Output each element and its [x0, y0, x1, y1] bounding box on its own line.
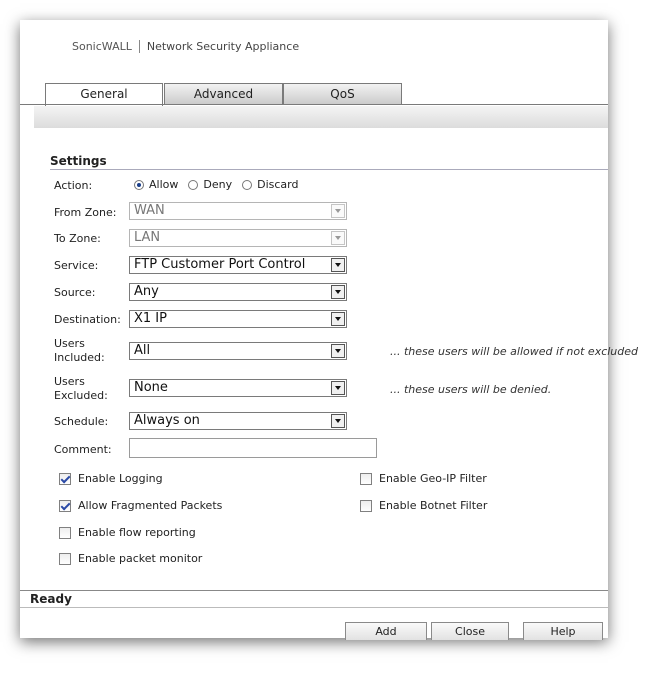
action-label: Action:: [54, 179, 93, 192]
brand-vendor: SonicWALL: [72, 40, 140, 53]
source-value: Any: [134, 284, 159, 299]
users-excluded-note: ... these users will be denied.: [390, 383, 552, 396]
section-divider: [50, 169, 608, 170]
packet-monitor-row[interactable]: [59, 552, 202, 565]
schedule-value: Always on: [134, 413, 200, 428]
add-button[interactable]: Add: [345, 622, 427, 640]
users-included-label-line2: Included:: [54, 351, 105, 364]
chevron-down-icon: [331, 231, 345, 245]
enable-logging-label: Enable Logging: [78, 472, 163, 485]
radio-allow-label: Allow: [149, 178, 179, 191]
destination-label: Destination:: [54, 313, 121, 326]
service-value: FTP Customer Port Control: [134, 257, 306, 272]
radio-discard[interactable]: [242, 180, 252, 190]
chevron-down-icon[interactable]: [331, 285, 345, 299]
comment-input[interactable]: [129, 438, 377, 458]
users-included-label-line1: Users: [54, 337, 85, 350]
brand-product: Network Security Appliance: [146, 39, 300, 53]
section-title: Settings: [50, 154, 107, 168]
comment-label: Comment:: [54, 443, 112, 456]
chevron-down-icon[interactable]: [331, 414, 345, 428]
users-excluded-value: None: [134, 380, 168, 395]
geo-ip-label: Enable Geo-IP Filter: [379, 472, 487, 485]
users-excluded-label: [54, 375, 108, 403]
enable-logging-row[interactable]: [59, 472, 163, 485]
from-zone-label: From Zone:: [54, 206, 117, 219]
status-text: Ready: [30, 592, 72, 606]
botnet-row[interactable]: [360, 499, 487, 512]
tab-advanced[interactable]: Advanced: [164, 83, 283, 105]
chevron-down-icon[interactable]: [331, 381, 345, 395]
tab-content-band: [34, 106, 608, 128]
flow-reporting-checkbox[interactable]: [59, 527, 71, 539]
geo-ip-checkbox[interactable]: [360, 473, 372, 485]
tab-qos[interactable]: QoS: [283, 83, 402, 105]
botnet-label: Enable Botnet Filter: [379, 499, 488, 512]
destination-select[interactable]: [129, 310, 347, 328]
chevron-down-icon[interactable]: [331, 312, 345, 326]
packet-monitor-checkbox[interactable]: [59, 553, 71, 565]
chevron-down-icon: [331, 204, 345, 218]
enable-logging-checkbox[interactable]: [59, 473, 71, 485]
allow-fragmented-label: Allow Fragmented Packets: [78, 499, 223, 512]
users-excluded-label-line2: Excluded:: [54, 389, 108, 402]
botnet-checkbox[interactable]: [360, 500, 372, 512]
to-zone-value: LAN: [134, 230, 161, 245]
to-zone-label: To Zone:: [54, 232, 101, 245]
users-included-label: [54, 337, 105, 365]
flow-reporting-row[interactable]: [59, 526, 196, 539]
flow-reporting-label: Enable flow reporting: [78, 526, 196, 539]
service-select[interactable]: [129, 256, 347, 274]
close-button[interactable]: Close: [431, 622, 509, 640]
users-included-note: ... these users will be allowed if not excluded: [390, 345, 639, 358]
brand-header: [72, 37, 299, 55]
radio-allow[interactable]: [134, 180, 144, 190]
radio-deny-label: Deny: [203, 178, 233, 191]
tabs-divider: [20, 104, 608, 105]
tab-general[interactable]: General: [45, 83, 163, 106]
schedule-label: Schedule:: [54, 415, 109, 428]
dialog-window: [20, 20, 639, 638]
from-zone-value: WAN: [134, 203, 165, 218]
users-excluded-label-line1: Users: [54, 375, 85, 388]
allow-fragmented-checkbox[interactable]: [59, 500, 71, 512]
chevron-down-icon[interactable]: [331, 258, 345, 272]
schedule-select[interactable]: [129, 412, 347, 430]
to-zone-select: [129, 229, 347, 247]
from-zone-select: [129, 202, 347, 220]
chevron-down-icon[interactable]: [331, 344, 345, 358]
users-included-select[interactable]: [129, 342, 347, 360]
packet-monitor-label: Enable packet monitor: [78, 552, 203, 565]
radio-deny[interactable]: [188, 180, 198, 190]
help-button[interactable]: Help: [523, 622, 603, 640]
source-select[interactable]: [129, 283, 347, 301]
users-excluded-select[interactable]: [129, 379, 347, 397]
source-label: Source:: [54, 286, 96, 299]
status-bar: [20, 590, 608, 608]
action-radio-group: [134, 178, 308, 191]
service-label: Service:: [54, 259, 99, 272]
allow-fragmented-row[interactable]: [59, 499, 222, 512]
destination-value: X1 IP: [134, 311, 167, 326]
radio-discard-label: Discard: [257, 178, 299, 191]
geo-ip-row[interactable]: [360, 472, 487, 485]
users-included-value: All: [134, 343, 151, 358]
